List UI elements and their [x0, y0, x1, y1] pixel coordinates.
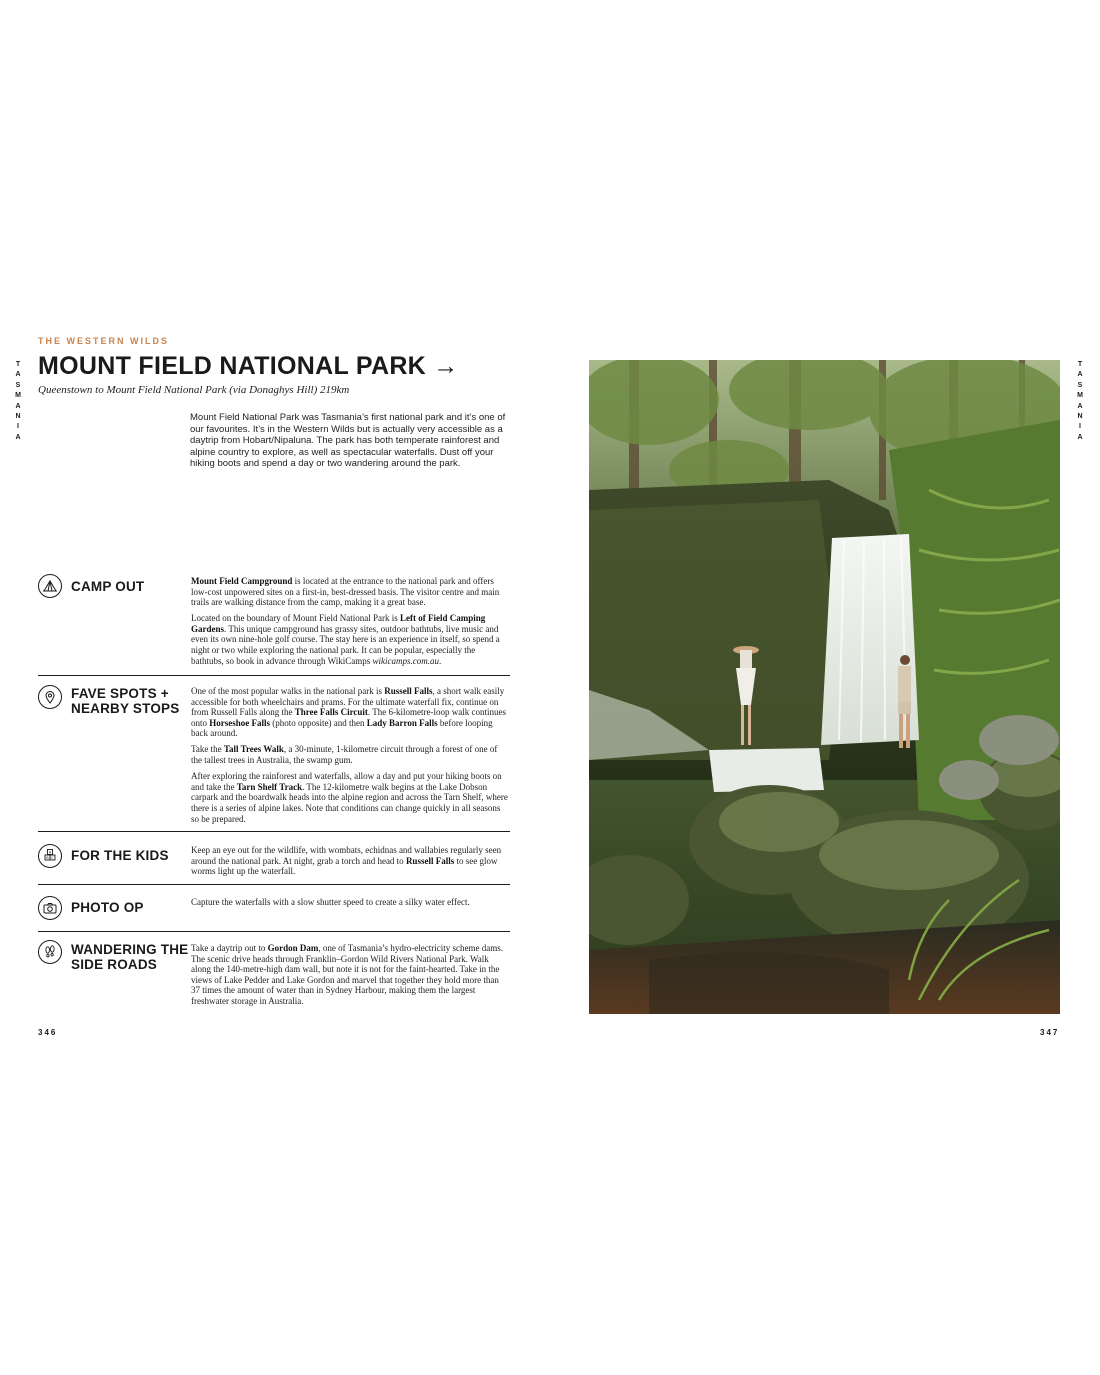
waterfall-photo — [589, 360, 1060, 1014]
section-body — [191, 897, 509, 913]
section-paragraph — [191, 771, 509, 824]
abc-blocks-icon — [38, 844, 62, 868]
section-body — [191, 845, 509, 882]
section-wandering-side-roads — [38, 931, 510, 1012]
side-tab-letter: A — [15, 433, 21, 441]
bold-text: Russell Falls — [384, 686, 433, 696]
side-tab-letter: T — [15, 361, 21, 368]
svg-text:A: A — [48, 850, 52, 855]
side-tab-letter: A — [1077, 433, 1083, 441]
side-tab-letter: M — [1077, 392, 1083, 400]
text-run: is located at the entrance to the national park and offers low-cost unpowered sites on a first-in, best-dressed basis. The visitor centre and main trails are walking distance from the camp, making it a great base. — [191, 576, 500, 608]
route-subtitle: Queenstown to Mount Field National Park (via Donaghys Hill) 219km — [38, 384, 350, 396]
bold-text: Left of Field Camping Gardens — [191, 613, 486, 634]
section-title: PHOTO OP — [71, 900, 144, 915]
text-run: . This unique campground has grassy sites, outdoor bathtubs, live music and even its own nine-hole golf course. The stay here is an experience in itself, so spend a night or two while exploring the national park. It can be popular, especially the bathtubs, so book in advance through WikiCamps — [191, 623, 500, 666]
text-run: . The 6-kilometre-loop walk continues onto — [191, 707, 506, 728]
bold-text: Tall Trees Walk — [223, 744, 284, 755]
section-paragraph — [191, 943, 509, 1007]
page-title: MOUNT FIELD NATIONAL PARK → — [38, 352, 459, 380]
bold-text: Lady Barron Falls — [366, 717, 438, 728]
section-title: FAVE SPOTS + NEARBY STOPS — [71, 686, 180, 716]
section-paragraph — [191, 744, 509, 765]
section-body — [191, 576, 509, 672]
section-paragraph — [191, 613, 509, 666]
section-photo-op — [38, 884, 510, 931]
side-tab-right — [1076, 360, 1084, 443]
side-tab-letter: N — [15, 413, 21, 421]
text-run: Capture the waterfalls with a slow shutter speed to create a silky water effect. — [191, 897, 470, 907]
text-run: , a 30-minute, 1-kilometre circuit through a forest of one of the tallest trees in Australia, the swamp gum. — [191, 744, 498, 766]
text-run: . — [438, 655, 442, 666]
map-pin-icon — [38, 685, 62, 709]
section-title: FOR THE KIDS — [71, 848, 169, 863]
bold-text: Russell Falls — [405, 855, 455, 866]
svg-text:B: B — [46, 855, 49, 860]
page-number-right: 347 — [1040, 1028, 1060, 1037]
side-tab-letter: A — [1077, 402, 1083, 410]
side-tab-letter: A — [1077, 371, 1083, 379]
text-run: Located on the boundary of Mount Field National Park is — [191, 613, 400, 624]
text-run: (photo opposite) and then — [270, 717, 367, 728]
bold-text: Three Falls Circuit — [294, 707, 368, 718]
section-for-the-kids — [38, 831, 510, 884]
tent-icon — [38, 574, 62, 598]
side-tab-letter: A — [15, 371, 21, 379]
bold-text: Gordon Dam — [267, 943, 319, 953]
text-run: One of the most popular walks in the national park is — [191, 686, 385, 696]
side-tab-letter: M — [15, 392, 21, 400]
section-body — [191, 686, 509, 830]
section-fave-spots — [38, 675, 510, 831]
section-title: WANDERING THE SIDE ROADS — [71, 942, 189, 972]
italic-text: wikicamps.com.au — [372, 655, 439, 666]
side-tab-left — [14, 360, 22, 443]
section-paragraph — [191, 576, 509, 608]
intro-paragraph: Mount Field National Park was Tasmania’s first national park and it’s one of our favourites. It’s in the Western Wilds but is actually very accessible as a daytrip from Hobart/Nipaluna. The park has both temperate rainforest and alpine country to explore, as well as spectacular waterfalls. Dust off your hiking boots and spend a day or two wandering around the park. — [190, 412, 506, 469]
text-run: , a short walk easily accessible for both wheelchairs and prams. For the ultimate waterfall fix, continue on from Russell Falls along the — [191, 686, 505, 718]
text-run: Keep an eye out for the wildlife, with wombats, echidnas and wallabies regularly seen around the national park. At night, grab a torch and head to — [191, 845, 502, 866]
section-title: CAMP OUT — [71, 579, 145, 594]
section-kicker: THE WESTERN WILDS — [38, 336, 169, 346]
section-camp-out — [38, 574, 510, 674]
text-run: to see glow worms light up the waterfall. — [191, 855, 498, 877]
text-run: before looping back around. — [191, 717, 493, 739]
bold-text: Tarn Shelf Track — [236, 781, 303, 792]
footprints-icon — [38, 940, 62, 964]
side-tab-letter: I — [17, 423, 19, 431]
bold-text: Horseshoe Falls — [209, 717, 271, 728]
section-paragraph — [191, 686, 509, 739]
side-tab-letter: S — [1077, 381, 1083, 389]
side-tab-letter: N — [1077, 413, 1083, 421]
section-paragraph — [191, 897, 509, 908]
side-tab-letter: A — [15, 402, 21, 410]
side-tab-letter: I — [1079, 423, 1081, 431]
text-run: . The 12-kilometre walk begins at the Lake Dobson carpark and the boardwalk heads into the alpine region and across the Tarn Shelf, where there is a series of alpine lakes. Note that conditions can change quickly in all seasons so be prepared. — [191, 781, 508, 824]
svg-text:C: C — [51, 855, 54, 860]
text-run: , one of Tasmania’s hydro-electricity scheme dams. The scenic drive heads through Franklin–Gordon Wild Rivers National Park. Walk along the 140-metre-high dam wall, but note it is not for the faint-hearted. Take in the views of Lake Pedder and Lake Gordon and marvel that together they hold more than 37 times the amount of water than in Sydney Harbour, making them the largest freshwater storage in Australia. — [191, 943, 504, 1006]
side-tab-letter: T — [1077, 361, 1083, 368]
text-run: Take the — [191, 744, 224, 755]
page-number-left: 346 — [38, 1028, 58, 1037]
bold-text: Mount Field Campground — [191, 576, 293, 586]
text-run: After exploring the rainforest and waterfalls, allow a day and put your hiking boots on and take the — [191, 771, 502, 792]
section-paragraph — [191, 845, 509, 877]
text-run: Take a daytrip out to — [191, 943, 268, 953]
camera-icon — [38, 896, 62, 920]
side-tab-letter: S — [15, 381, 21, 389]
section-body — [191, 943, 509, 1012]
